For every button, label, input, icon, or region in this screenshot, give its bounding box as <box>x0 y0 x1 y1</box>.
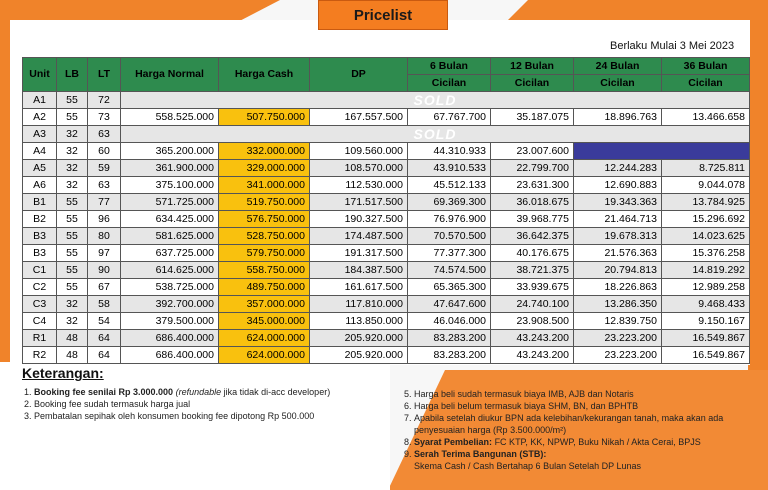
table-row <box>23 330 750 347</box>
table-row <box>23 347 750 364</box>
col-12-bulan: 12 Bulan <box>491 58 574 75</box>
table-row <box>23 211 750 228</box>
table-row <box>23 313 750 330</box>
cell-unit: C3 <box>23 296 57 313</box>
cell-dp: 190.327.500 <box>310 211 408 228</box>
cell-unit: A3 <box>23 126 57 143</box>
cell-lt: 63 <box>88 126 121 143</box>
cell-lt: 59 <box>88 160 121 177</box>
cell-harga-normal: 361.900.000 <box>121 160 219 177</box>
note-9-bold: Serah Terima Bangunan (STB): <box>414 449 547 459</box>
cell-lt: 63 <box>88 177 121 194</box>
col-lt: LT <box>88 58 121 92</box>
note-8-text: FC KTP, KK, NPWP, Buku Nikah / Akta Cerai, BPJS <box>494 437 701 447</box>
cell-cicilan-36: 9.150.167 <box>662 313 750 330</box>
note-item <box>414 436 760 448</box>
cell-harga-normal: 365.200.000 <box>121 143 219 160</box>
cell-cicilan-24: 19.678.313 <box>574 228 662 245</box>
cell-unit: A4 <box>23 143 57 160</box>
cell-unit: B3 <box>23 245 57 262</box>
cell-harga-cash: 519.750.000 <box>219 194 310 211</box>
cell-cicilan-24: 13.286.350 <box>574 296 662 313</box>
cell-harga-normal: 634.425.000 <box>121 211 219 228</box>
table-row <box>23 126 750 143</box>
price-table <box>22 57 750 364</box>
cell-cicilan-36: 14.023.625 <box>662 228 750 245</box>
cell-harga-normal: 686.400.000 <box>121 330 219 347</box>
cell-lt: 77 <box>88 194 121 211</box>
cell-harga-normal: 379.500.000 <box>121 313 219 330</box>
cell-lt: 97 <box>88 245 121 262</box>
cell-cicilan-6: 44.310.933 <box>408 143 491 160</box>
cell-dp: 205.920.000 <box>310 347 408 364</box>
cell-dp: 205.920.000 <box>310 330 408 347</box>
cell-lb: 55 <box>57 211 88 228</box>
cell-lt: 73 <box>88 109 121 126</box>
cell-cicilan-36: 13.466.658 <box>662 109 750 126</box>
cell-harga-cash: 624.000.000 <box>219 330 310 347</box>
cell-cicilan-36: 12.989.258 <box>662 279 750 296</box>
cell-cicilan-12: 43.243.200 <box>491 330 574 347</box>
cell-lb: 55 <box>57 279 88 296</box>
cell-cicilan-36: 16.549.867 <box>662 330 750 347</box>
note-item: 3. Pembatalan sepihak oleh konsumen booking fee dipotong Rp 500.000 <box>34 410 330 422</box>
cell-cicilan-24: 21.576.363 <box>574 245 662 262</box>
bg-shape-right <box>748 0 768 380</box>
cell-dp: 112.530.000 <box>310 177 408 194</box>
cell-unit: C1 <box>23 262 57 279</box>
notes-title: Keterangan: <box>22 365 104 381</box>
cell-dp: 174.487.500 <box>310 228 408 245</box>
cell-harga-cash: 507.750.000 <box>219 109 310 126</box>
header-row <box>23 58 750 75</box>
cell-harga-normal: 558.525.000 <box>121 109 219 126</box>
note-1-italic: (refundable <box>175 387 222 397</box>
table-row <box>23 262 750 279</box>
cell-harga-cash: 579.750.000 <box>219 245 310 262</box>
note-item: 6. Harga beli belum termasuk biaya SHM, BN, dan BPHTB <box>414 400 760 412</box>
cell-lb: 55 <box>57 262 88 279</box>
cell-unit: B2 <box>23 211 57 228</box>
cell-lt: 67 <box>88 279 121 296</box>
cell-cicilan-6: 67.767.700 <box>408 109 491 126</box>
cell-cicilan-12: 33.939.675 <box>491 279 574 296</box>
page-title: Pricelist <box>353 6 413 24</box>
table-row <box>23 160 750 177</box>
note-9-text: Skema Cash / Cash Bertahap 6 Bulan Setelah DP Lunas <box>414 461 641 471</box>
cell-cicilan-24: 19.343.363 <box>574 194 662 211</box>
cell-cicilan-36: 9.044.078 <box>662 177 750 194</box>
cell-cicilan-6: 76.976.900 <box>408 211 491 228</box>
col-6-bulan: 6 Bulan <box>408 58 491 75</box>
cell-harga-normal: 375.100.000 <box>121 177 219 194</box>
cell-cicilan-6: 47.647.600 <box>408 296 491 313</box>
note-item <box>414 448 760 472</box>
cell-lb: 48 <box>57 347 88 364</box>
cell-lt: 90 <box>88 262 121 279</box>
col-cicilan: Cicilan <box>662 75 750 92</box>
cell-cicilan-6: 43.910.533 <box>408 160 491 177</box>
cell-unit: A5 <box>23 160 57 177</box>
cell-dp: 109.560.000 <box>310 143 408 160</box>
cell-cicilan-24: 18.226.863 <box>574 279 662 296</box>
col-unit: Unit <box>23 58 57 92</box>
cell-lb: 32 <box>57 313 88 330</box>
cell-cicilan-12: 23.631.300 <box>491 177 574 194</box>
cell-cicilan-6: 77.377.300 <box>408 245 491 262</box>
col-harga-cash: Harga Cash <box>219 58 310 92</box>
col-36-bulan: 36 Bulan <box>662 58 750 75</box>
cell-cicilan-12: 35.187.075 <box>491 109 574 126</box>
cell-cicilan-12: 23.007.600 <box>491 143 574 160</box>
cell-cicilan-6: 65.365.300 <box>408 279 491 296</box>
cell-harga-cash: 558.750.000 <box>219 262 310 279</box>
note-item: 2. Booking fee sudah termasuk harga jual <box>34 398 330 410</box>
cell-harga-cash: 528.750.000 <box>219 228 310 245</box>
cell-harga-cash: 329.000.000 <box>219 160 310 177</box>
cell-cicilan-36: 15.376.258 <box>662 245 750 262</box>
table-row <box>23 143 750 160</box>
cell-cicilan-24: 23.223.200 <box>574 347 662 364</box>
notes-list-left <box>20 386 330 422</box>
cell-unit: R2 <box>23 347 57 364</box>
cell-cicilan-24: 18.896.763 <box>574 109 662 126</box>
cell-dp: 113.850.000 <box>310 313 408 330</box>
col-cicilan: Cicilan <box>491 75 574 92</box>
cell-lb: 55 <box>57 194 88 211</box>
cell-cicilan-6: 45.512.133 <box>408 177 491 194</box>
cell-cicilan-36: 13.784.925 <box>662 194 750 211</box>
cell-harga-normal: 581.625.000 <box>121 228 219 245</box>
cell-lb: 55 <box>57 92 88 109</box>
cell-dp: 191.317.500 <box>310 245 408 262</box>
cell-harga-normal: 637.725.000 <box>121 245 219 262</box>
cell-dp: 108.570.000 <box>310 160 408 177</box>
note-item <box>34 386 330 398</box>
title-banner <box>318 0 448 30</box>
note-item: 7. Apabila setelah diukur BPN ada kelebihan/kekurangan tanah, maka akan ada penyesuaian harga (Rp 3.500.000/m²) <box>414 412 760 436</box>
cell-lt: 60 <box>88 143 121 160</box>
cell-cicilan-12: 39.968.775 <box>491 211 574 228</box>
cell-harga-cash: 624.000.000 <box>219 347 310 364</box>
note-1-text: jika tidak di-acc developer) <box>223 387 331 397</box>
effective-date: Berlaku Mulai 3 Mei 2023 <box>610 40 735 52</box>
cell-lt: 64 <box>88 347 121 364</box>
cell-lb: 48 <box>57 330 88 347</box>
cell-unit: C4 <box>23 313 57 330</box>
cell-cicilan-24: 12.244.283 <box>574 160 662 177</box>
col-cicilan: Cicilan <box>574 75 662 92</box>
cell-harga-normal: 538.725.000 <box>121 279 219 296</box>
cell-cicilan-12: 24.740.100 <box>491 296 574 313</box>
note-8-bold: Syarat Pembelian: <box>414 437 493 447</box>
cell-harga-cash: 332.000.000 <box>219 143 310 160</box>
cell-harga-normal: 392.700.000 <box>121 296 219 313</box>
cell-cicilan-36: 9.468.433 <box>662 296 750 313</box>
table-row <box>23 109 750 126</box>
sold-banner: SOLD <box>121 92 750 109</box>
cell-cicilan-12: 23.908.500 <box>491 313 574 330</box>
cell-cicilan-24: 23.223.200 <box>574 330 662 347</box>
cell-unit: R1 <box>23 330 57 347</box>
cell-lt: 80 <box>88 228 121 245</box>
cell-lb: 32 <box>57 143 88 160</box>
cell-lb: 55 <box>57 245 88 262</box>
cell-cicilan-36: 16.549.867 <box>662 347 750 364</box>
col-cicilan: Cicilan <box>408 75 491 92</box>
cell-unit: A6 <box>23 177 57 194</box>
cell-cicilan-6: 74.574.500 <box>408 262 491 279</box>
cell-lb: 32 <box>57 177 88 194</box>
col-dp: DP <box>310 58 408 92</box>
cell-cicilan-12: 22.799.700 <box>491 160 574 177</box>
note-item: 5. Harga beli sudah termasuk biaya IMB, AJB dan Notaris <box>414 388 760 400</box>
cell-lt: 64 <box>88 330 121 347</box>
cell-cicilan-12: 43.243.200 <box>491 347 574 364</box>
cell-cicilan-12: 36.642.375 <box>491 228 574 245</box>
table-row <box>23 194 750 211</box>
cell-lb: 32 <box>57 296 88 313</box>
cell-harga-cash: 576.750.000 <box>219 211 310 228</box>
table-row <box>23 228 750 245</box>
unavailable-cell <box>574 143 750 160</box>
cell-cicilan-6: 70.570.500 <box>408 228 491 245</box>
cell-lt: 72 <box>88 92 121 109</box>
cell-harga-cash: 341.000.000 <box>219 177 310 194</box>
table-row <box>23 296 750 313</box>
col-24-bulan: 24 Bulan <box>574 58 662 75</box>
cell-harga-cash: 357.000.000 <box>219 296 310 313</box>
cell-unit: A2 <box>23 109 57 126</box>
cell-cicilan-36: 15.296.692 <box>662 211 750 228</box>
cell-lb: 55 <box>57 228 88 245</box>
cell-cicilan-12: 36.018.675 <box>491 194 574 211</box>
cell-cicilan-24: 12.839.750 <box>574 313 662 330</box>
cell-lt: 54 <box>88 313 121 330</box>
cell-harga-normal: 571.725.000 <box>121 194 219 211</box>
cell-cicilan-36: 8.725.811 <box>662 160 750 177</box>
cell-cicilan-6: 83.283.200 <box>408 347 491 364</box>
cell-dp: 184.387.500 <box>310 262 408 279</box>
cell-lt: 96 <box>88 211 121 228</box>
cell-cicilan-24: 21.464.713 <box>574 211 662 228</box>
cell-harga-normal: 686.400.000 <box>121 347 219 364</box>
col-harga-normal: Harga Normal <box>121 58 219 92</box>
cell-lt: 58 <box>88 296 121 313</box>
cell-dp: 117.810.000 <box>310 296 408 313</box>
table-row <box>23 245 750 262</box>
sold-banner: SOLD <box>121 126 750 143</box>
cell-unit: C2 <box>23 279 57 296</box>
cell-cicilan-12: 40.176.675 <box>491 245 574 262</box>
cell-lb: 32 <box>57 160 88 177</box>
cell-harga-normal: 614.625.000 <box>121 262 219 279</box>
notes-panel <box>0 362 390 490</box>
notes-list-right <box>400 388 760 472</box>
table-row <box>23 92 750 109</box>
cell-unit: A1 <box>23 92 57 109</box>
col-lb: LB <box>57 58 88 92</box>
table-row <box>23 279 750 296</box>
cell-dp: 171.517.500 <box>310 194 408 211</box>
cell-dp: 161.617.500 <box>310 279 408 296</box>
cell-cicilan-12: 38.721.375 <box>491 262 574 279</box>
cell-lb: 55 <box>57 109 88 126</box>
note-1-bold: Booking fee senilai Rp 3.000.000 <box>34 387 174 397</box>
cell-harga-cash: 489.750.000 <box>219 279 310 296</box>
cell-cicilan-24: 12.690.883 <box>574 177 662 194</box>
cell-cicilan-6: 46.046.000 <box>408 313 491 330</box>
cell-harga-cash: 345.000.000 <box>219 313 310 330</box>
cell-unit: B3 <box>23 228 57 245</box>
table-row <box>23 177 750 194</box>
cell-cicilan-6: 69.369.300 <box>408 194 491 211</box>
cell-dp: 167.557.500 <box>310 109 408 126</box>
cell-unit: B1 <box>23 194 57 211</box>
cell-cicilan-24: 20.794.813 <box>574 262 662 279</box>
cell-lb: 32 <box>57 126 88 143</box>
cell-cicilan-36: 14.819.292 <box>662 262 750 279</box>
cell-cicilan-6: 83.283.200 <box>408 330 491 347</box>
